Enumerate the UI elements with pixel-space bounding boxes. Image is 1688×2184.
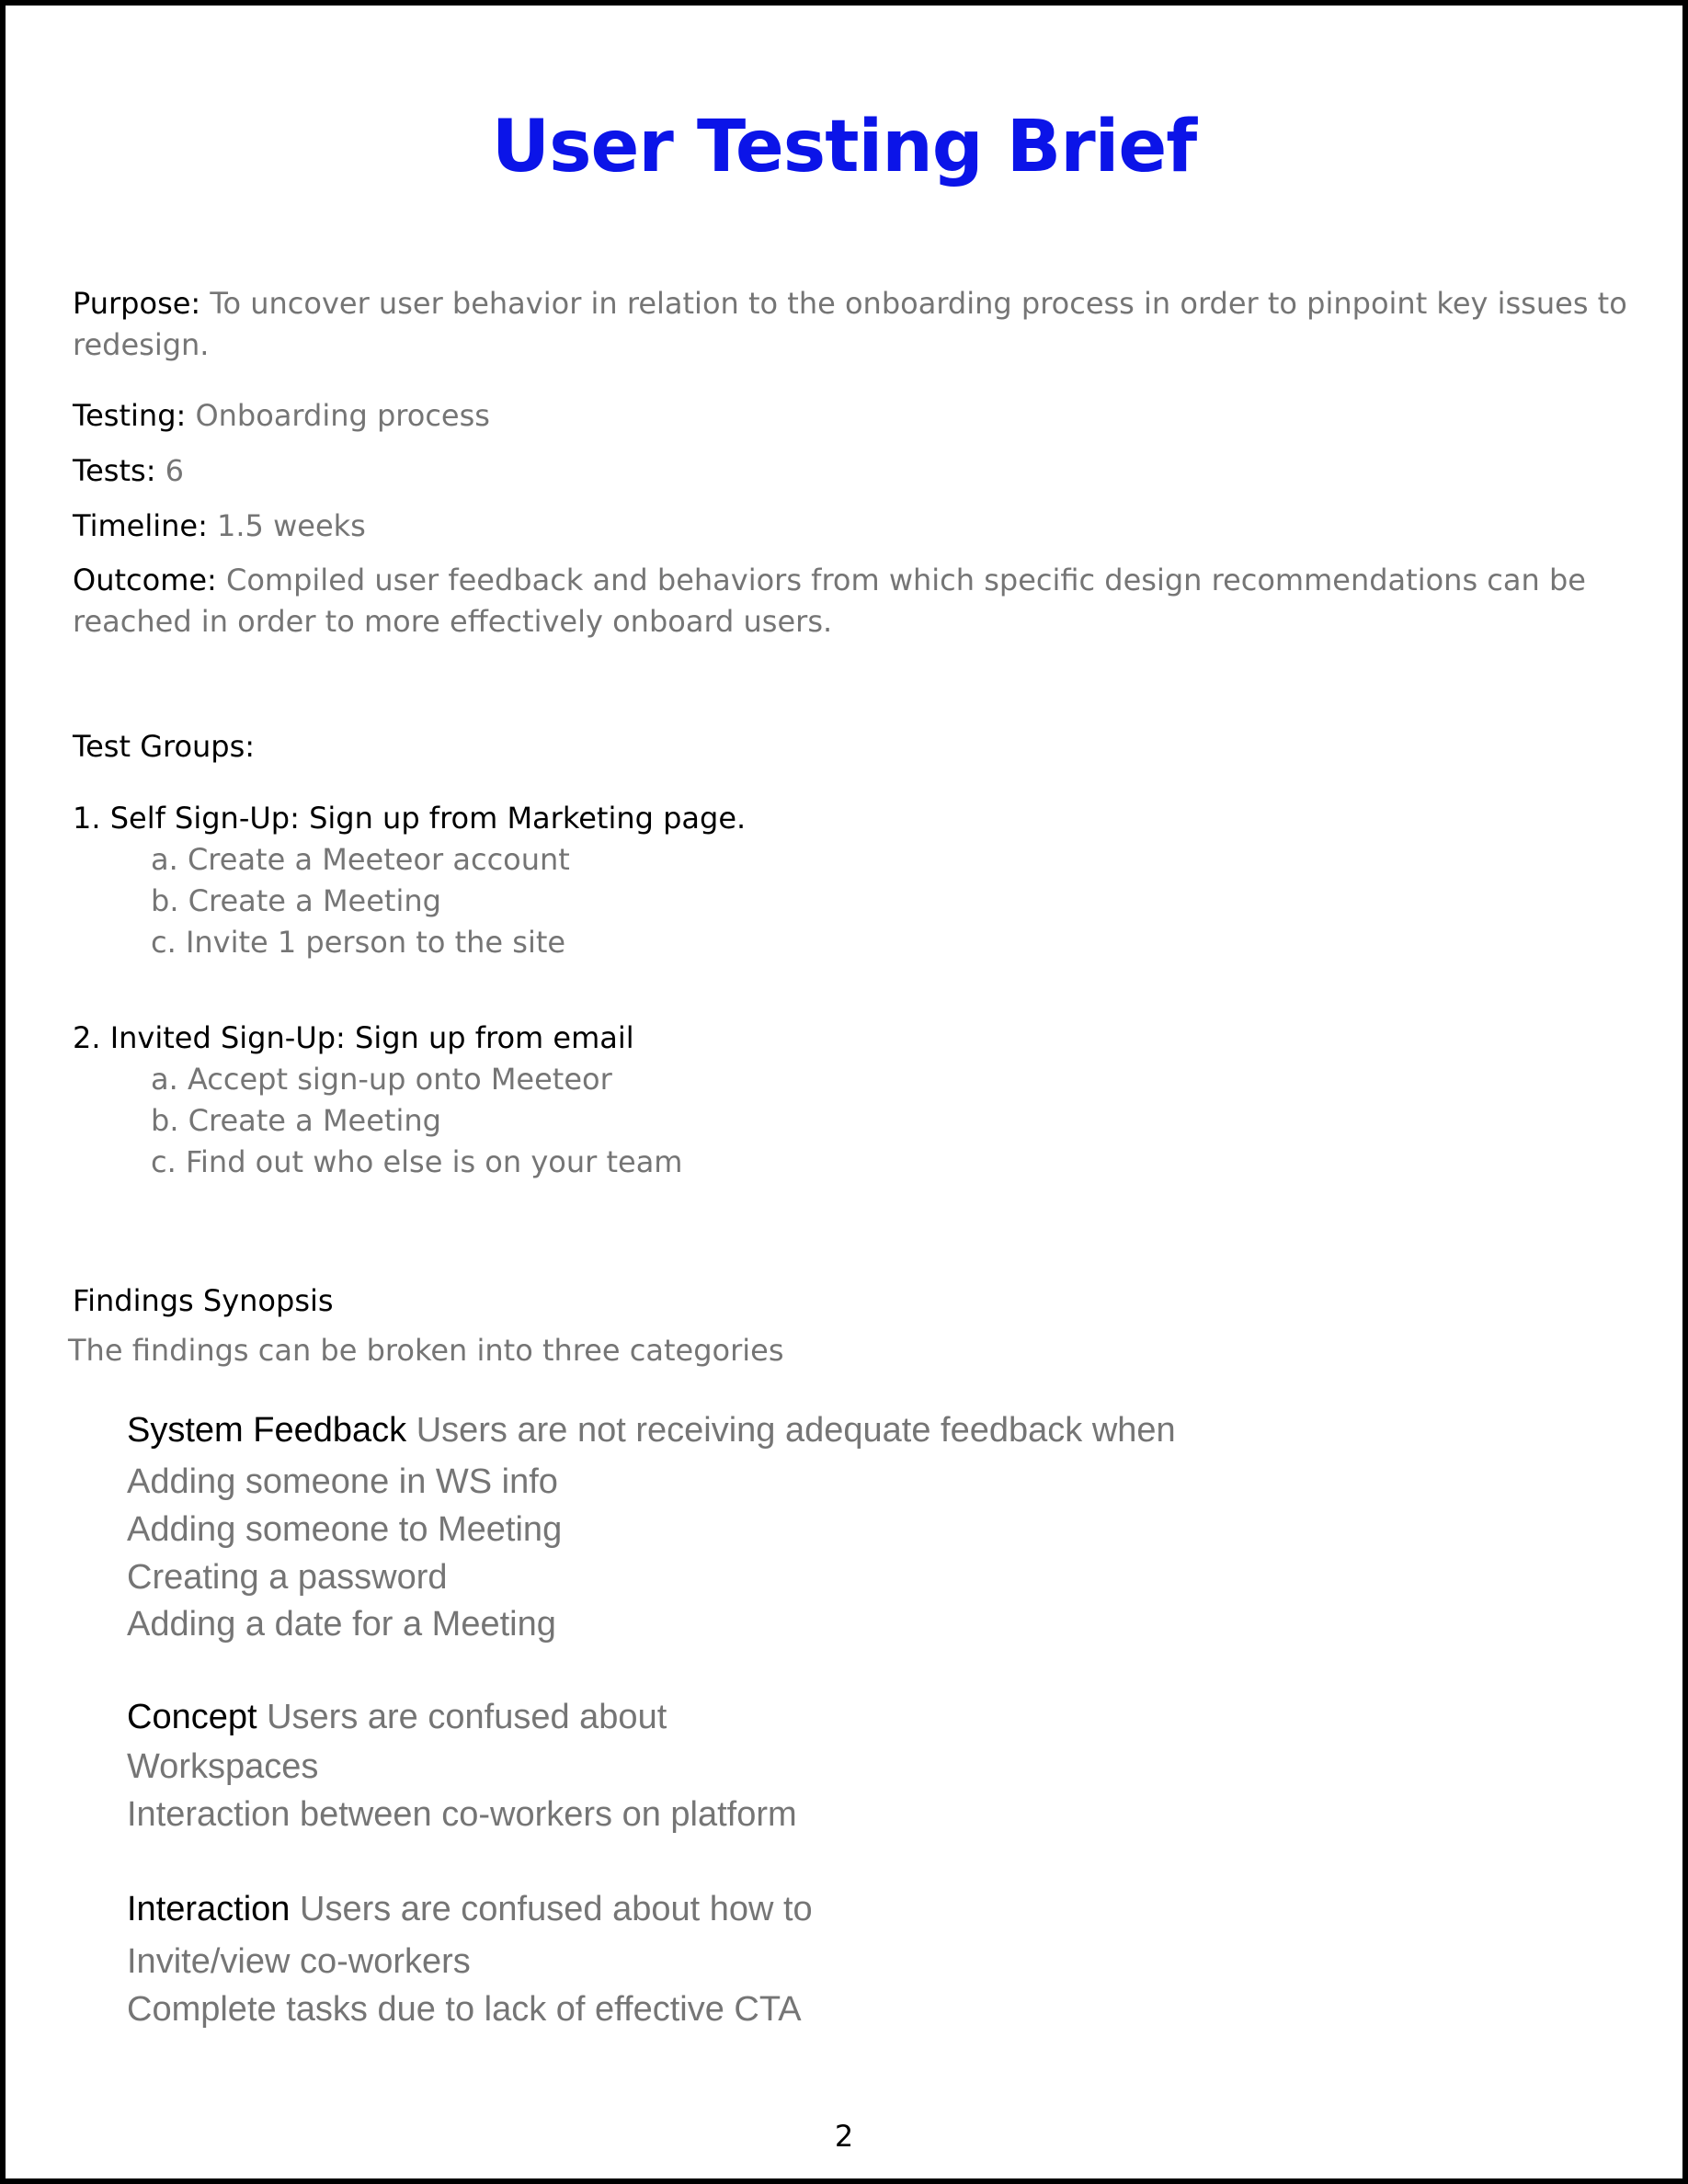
tests-label: Tests: — [73, 453, 156, 488]
outcome-value: Compiled user feedback and behaviors from which specific design recommendations can be reached in order to more effectively onboard users. — [73, 563, 1586, 639]
findings-intro: The findings can be broken into three categories — [68, 1333, 784, 1368]
finding-category-concept — [127, 1693, 667, 1741]
purpose-label: Purpose: — [73, 286, 201, 321]
test-group-step: b. Create a Meeting — [151, 1103, 441, 1138]
tests-row — [73, 450, 1636, 492]
timeline-row — [73, 506, 1636, 547]
tests-value: 6 — [165, 453, 184, 488]
outcome-label: Outcome: — [73, 563, 217, 597]
finding-category-summary: Users are not receiving adequate feedback when — [416, 1411, 1176, 1450]
finding-category-summary: Users are confused about how to — [300, 1890, 813, 1928]
test-group-title: 1. Self Sign-Up: Sign up from Marketing page. — [73, 801, 747, 836]
test-groups-heading: Test Groups: — [73, 729, 256, 764]
purpose-value: To uncover user behavior in relation to the onboarding process in order to pinpoint key issues to redesign. — [73, 286, 1627, 362]
page-number: 2 — [834, 2119, 854, 2154]
purpose-row — [73, 283, 1636, 366]
finding-category-label: System Feedback — [127, 1411, 407, 1450]
finding-category-interaction — [127, 1885, 813, 1933]
timeline-label: Timeline: — [73, 508, 208, 543]
testing-value: Onboarding process — [195, 398, 490, 433]
testing-label: Testing: — [73, 398, 187, 433]
finding-item: Adding someone in WS info — [127, 1462, 558, 1501]
finding-item: Invite/view co-workers — [127, 1942, 471, 1981]
test-group-step: a. Create a Meeteor account — [151, 842, 570, 877]
finding-category-label: Concept — [127, 1698, 257, 1736]
test-group-step: c. Find out who else is on your team — [151, 1144, 683, 1179]
findings-heading: Findings Synopsis — [73, 1283, 334, 1318]
test-group-step: b. Create a Meeting — [151, 883, 441, 918]
finding-category-label: Interaction — [127, 1890, 291, 1928]
finding-item: Workspaces — [127, 1747, 319, 1786]
finding-item: Creating a password — [127, 1558, 448, 1597]
finding-category-system-feedback — [127, 1406, 1176, 1454]
test-group-step: c. Invite 1 person to the site — [151, 925, 566, 960]
finding-item: Adding someone to Meeting — [127, 1510, 563, 1549]
test-group-step: a. Accept sign-up onto Meeteor — [151, 1062, 612, 1097]
finding-item: Interaction between co-workers on platform — [127, 1795, 797, 1834]
outcome-row — [73, 560, 1636, 643]
timeline-value: 1.5 weeks — [217, 508, 366, 543]
test-group-title: 2. Invited Sign-Up: Sign up from email — [73, 1020, 634, 1055]
finding-category-summary: Users are confused about — [267, 1698, 667, 1736]
finding-item: Adding a date for a Meeting — [127, 1605, 556, 1644]
page-title: User Testing Brief — [491, 106, 1197, 188]
testing-row — [73, 395, 1636, 437]
finding-item: Complete tasks due to lack of effective CTA — [127, 1990, 802, 2029]
